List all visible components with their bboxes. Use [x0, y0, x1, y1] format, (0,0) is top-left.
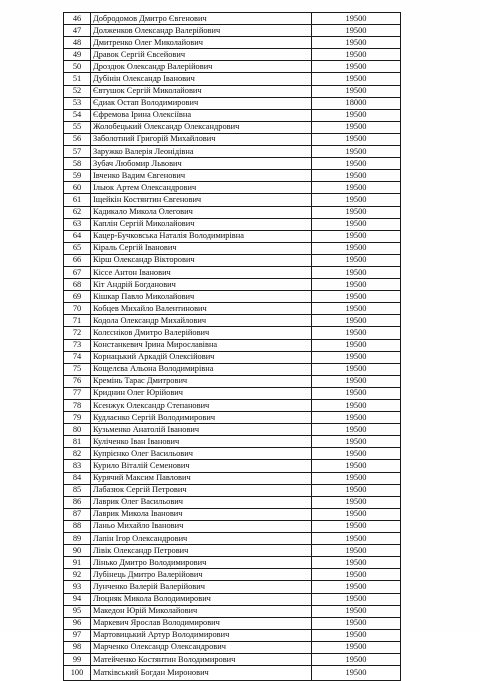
- amount: 19500: [312, 375, 401, 387]
- table-row: [64, 146, 401, 158]
- full-name: Єдиак Остап Володимирович: [91, 97, 312, 109]
- table-row: [64, 218, 401, 230]
- amount: 19500: [312, 182, 401, 194]
- row-number: 98: [64, 641, 91, 653]
- full-name: Заружко Валерія Леонідівна: [91, 146, 312, 158]
- full-name: Кіссе Антон Іванович: [91, 266, 312, 278]
- amount: 19500: [312, 230, 401, 242]
- row-number: 64: [64, 230, 91, 242]
- table-row: [64, 194, 401, 206]
- table-row: [64, 266, 401, 278]
- row-number: 73: [64, 339, 91, 351]
- amount: 19500: [312, 545, 401, 557]
- amount: 19500: [312, 218, 401, 230]
- full-name: Мартовицький Артур Володимирович: [91, 629, 312, 641]
- table-row: [64, 242, 401, 254]
- full-name: Кодола Олександр Михайлович: [91, 315, 312, 327]
- table-row: [64, 569, 401, 581]
- amount: 19500: [312, 605, 401, 617]
- full-name: Івченко Вадим Євгенович: [91, 170, 312, 182]
- full-name: Лубінець Дмитро Валерійович: [91, 569, 312, 581]
- row-number: 74: [64, 351, 91, 363]
- table-row: [64, 254, 401, 266]
- amount: 19500: [312, 436, 401, 448]
- amount: 19500: [312, 133, 401, 145]
- full-name: Кадикало Микола Олегович: [91, 206, 312, 218]
- row-number: 59: [64, 170, 91, 182]
- amount: 19500: [312, 254, 401, 266]
- full-name: Корнацький Аркадій Олексійович: [91, 351, 312, 363]
- amount: 19500: [312, 303, 401, 315]
- row-number: 80: [64, 424, 91, 436]
- full-name: Кірш Олександр Вікторович: [91, 254, 312, 266]
- full-name: Лінько Дмитро Володимирович: [91, 557, 312, 569]
- amount: 19500: [312, 279, 401, 291]
- row-number: 48: [64, 37, 91, 49]
- amount: 19500: [312, 170, 401, 182]
- row-number: 93: [64, 581, 91, 593]
- table-row: [64, 472, 401, 484]
- row-number: 49: [64, 49, 91, 61]
- table-row: [64, 49, 401, 61]
- table-row: [64, 666, 401, 681]
- table-row: [64, 520, 401, 532]
- row-number: 77: [64, 387, 91, 399]
- table-row: [64, 363, 401, 375]
- full-name: Криднин Олег Юрійович: [91, 387, 312, 399]
- amount: 19500: [312, 557, 401, 569]
- row-number: 75: [64, 363, 91, 375]
- row-number: 61: [64, 194, 91, 206]
- row-number: 54: [64, 109, 91, 121]
- full-name: Добродомов Дмитро Євгенович: [91, 13, 312, 25]
- table-row: [64, 339, 401, 351]
- row-number: 72: [64, 327, 91, 339]
- table-row: [64, 436, 401, 448]
- amount: 19500: [312, 448, 401, 460]
- row-number: 90: [64, 545, 91, 557]
- table-row: [64, 617, 401, 629]
- full-name: Лабазюк Сергій Петрович: [91, 484, 312, 496]
- amount: 19500: [312, 266, 401, 278]
- row-number: 55: [64, 121, 91, 133]
- row-number: 79: [64, 412, 91, 424]
- full-name: Маркевич Ярослав Володимирович: [91, 617, 312, 629]
- row-number: 58: [64, 158, 91, 170]
- full-name: Кощелєва Альона Володимирівна: [91, 363, 312, 375]
- full-name: Євтушок Сергій Миколайович: [91, 85, 312, 97]
- table-row: [64, 508, 401, 520]
- row-number: 65: [64, 242, 91, 254]
- table-row: [64, 61, 401, 73]
- table-row: [64, 13, 401, 25]
- full-name: Люцняк Микола Володимирович: [91, 593, 312, 605]
- amount: 19500: [312, 641, 401, 653]
- full-name: Кобцев Михайло Валентинович: [91, 303, 312, 315]
- full-name: Лівік Олександр Петрович: [91, 545, 312, 557]
- amount: 19500: [312, 13, 401, 25]
- amount: 19500: [312, 617, 401, 629]
- table-row: [64, 351, 401, 363]
- row-number: 97: [64, 629, 91, 641]
- table-row: [64, 424, 401, 436]
- full-name: Македон Юрій Миколайович: [91, 605, 312, 617]
- table-row: [64, 496, 401, 508]
- full-name: Ільюк Артем Олександрович: [91, 182, 312, 194]
- row-number: 62: [64, 206, 91, 218]
- table-row: [64, 533, 401, 545]
- row-number: 63: [64, 218, 91, 230]
- table-row: [64, 315, 401, 327]
- full-name: Дмитренко Олег Миколайович: [91, 37, 312, 49]
- table-row: [64, 387, 401, 399]
- full-name: Кіраль Сергій Іванович: [91, 242, 312, 254]
- amount: 19500: [312, 400, 401, 412]
- full-name: Курячий Максим Павлович: [91, 472, 312, 484]
- row-number: 86: [64, 496, 91, 508]
- table-row: [64, 37, 401, 49]
- row-number: 82: [64, 448, 91, 460]
- amount: 18000: [312, 97, 401, 109]
- amount: 19500: [312, 533, 401, 545]
- row-number: 66: [64, 254, 91, 266]
- amount: 19500: [312, 315, 401, 327]
- row-number: 50: [64, 61, 91, 73]
- amount: 19500: [312, 61, 401, 73]
- table-row: [64, 412, 401, 424]
- full-name: Куліченко Іван Іванович: [91, 436, 312, 448]
- amount: 19500: [312, 363, 401, 375]
- full-name: Долженков Олександр Валерійович: [91, 25, 312, 37]
- row-number: 60: [64, 182, 91, 194]
- full-name: Матейченко Костянтин Володимирович: [91, 653, 312, 665]
- row-number: 53: [64, 97, 91, 109]
- table-body: [64, 13, 401, 681]
- row-number: 83: [64, 460, 91, 472]
- amount: 19500: [312, 484, 401, 496]
- amount: 19500: [312, 666, 401, 681]
- row-number: 91: [64, 557, 91, 569]
- full-name: Лапін Ігор Олександрович: [91, 533, 312, 545]
- full-name: Заболотний Григорій Михайлович: [91, 133, 312, 145]
- amount: 19500: [312, 242, 401, 254]
- table-row: [64, 593, 401, 605]
- row-number: 78: [64, 400, 91, 412]
- table-row: [64, 279, 401, 291]
- row-number: 76: [64, 375, 91, 387]
- full-name: Ксенжук Олександр Степанович: [91, 400, 312, 412]
- amount: 19500: [312, 351, 401, 363]
- row-number: 71: [64, 315, 91, 327]
- amount: 19500: [312, 496, 401, 508]
- row-number: 56: [64, 133, 91, 145]
- table-row: [64, 158, 401, 170]
- amount: 19500: [312, 508, 401, 520]
- full-name: Лаврик Микола Іванович: [91, 508, 312, 520]
- row-number: 46: [64, 13, 91, 25]
- amount: 19500: [312, 25, 401, 37]
- table-row: [64, 400, 401, 412]
- full-name: Кузьменко Анатолій Іванович: [91, 424, 312, 436]
- table-row: [64, 641, 401, 653]
- full-name: Єфремова Ірина Олексіївна: [91, 109, 312, 121]
- full-name: Дравок Сергій Євсейович: [91, 49, 312, 61]
- full-name: Кіт Андрій Богданович: [91, 279, 312, 291]
- table-row: [64, 206, 401, 218]
- amount: 19500: [312, 206, 401, 218]
- table-row: [64, 25, 401, 37]
- table-row: [64, 133, 401, 145]
- table-row: [64, 327, 401, 339]
- table-row: [64, 545, 401, 557]
- table-row: [64, 85, 401, 97]
- full-name: Кішкар Павло Миколайович: [91, 291, 312, 303]
- table-row: [64, 109, 401, 121]
- amount: 19500: [312, 37, 401, 49]
- amount: 19500: [312, 73, 401, 85]
- full-name: Дроздюк Олександр Валерійович: [91, 61, 312, 73]
- row-number: 57: [64, 146, 91, 158]
- row-number: 70: [64, 303, 91, 315]
- full-name: Зубач Любомир Львович: [91, 158, 312, 170]
- amount: 19500: [312, 387, 401, 399]
- full-name: Іщейкін Костянтин Євгенович: [91, 194, 312, 206]
- row-number: 88: [64, 520, 91, 532]
- full-name: Марченко Олександр Олександрович: [91, 641, 312, 653]
- amount: 19500: [312, 412, 401, 424]
- amount: 19500: [312, 460, 401, 472]
- row-number: 99: [64, 653, 91, 665]
- amount: 19500: [312, 520, 401, 532]
- table-row: [64, 484, 401, 496]
- amount: 19500: [312, 593, 401, 605]
- amount: 19500: [312, 146, 401, 158]
- full-name: Колєсніков Дмитро Валерійович: [91, 327, 312, 339]
- row-number: 87: [64, 508, 91, 520]
- full-name: Кацер-Бучковська Наталія Володимирівна: [91, 230, 312, 242]
- full-name: Лаврик Олег Васильович: [91, 496, 312, 508]
- table-row: [64, 448, 401, 460]
- full-name: Кремінь Тарас Дмитрович: [91, 375, 312, 387]
- table-row: [64, 170, 401, 182]
- full-name: Каплін Сергій Миколайович: [91, 218, 312, 230]
- row-number: 100: [64, 666, 91, 681]
- amount: 19500: [312, 424, 401, 436]
- row-number: 68: [64, 279, 91, 291]
- amount: 19500: [312, 569, 401, 581]
- row-number: 47: [64, 25, 91, 37]
- row-number: 95: [64, 605, 91, 617]
- row-number: 92: [64, 569, 91, 581]
- amount: 19500: [312, 109, 401, 121]
- full-name: Ланьо Михайло Іванович: [91, 520, 312, 532]
- table-row: [64, 557, 401, 569]
- amount: 19500: [312, 49, 401, 61]
- amount: 19500: [312, 158, 401, 170]
- amount: 19500: [312, 327, 401, 339]
- amount: 19500: [312, 581, 401, 593]
- table-row: [64, 303, 401, 315]
- full-name: Кудлаєнко Сергій Володимирович: [91, 412, 312, 424]
- full-name: Курило Віталій Семенович: [91, 460, 312, 472]
- table-row: [64, 605, 401, 617]
- table-row: [64, 97, 401, 109]
- table-row: [64, 291, 401, 303]
- full-name: Констанкевич Ірина Мирославівна: [91, 339, 312, 351]
- row-number: 69: [64, 291, 91, 303]
- amount: 19500: [312, 121, 401, 133]
- amount: 19500: [312, 653, 401, 665]
- amount: 19500: [312, 194, 401, 206]
- full-name: Лунченко Валерій Валерійович: [91, 581, 312, 593]
- table-row: [64, 375, 401, 387]
- table-row: [64, 460, 401, 472]
- full-name: Дубінін Олександр Іванович: [91, 73, 312, 85]
- table-row: [64, 121, 401, 133]
- table-row: [64, 230, 401, 242]
- row-number: 52: [64, 85, 91, 97]
- row-number: 84: [64, 472, 91, 484]
- amount: 19500: [312, 629, 401, 641]
- amount: 19500: [312, 472, 401, 484]
- row-number: 51: [64, 73, 91, 85]
- row-number: 67: [64, 266, 91, 278]
- full-name: Купрієнко Олег Васильович: [91, 448, 312, 460]
- row-number: 81: [64, 436, 91, 448]
- row-number: 89: [64, 533, 91, 545]
- amount: 19500: [312, 339, 401, 351]
- payments-table: [63, 12, 401, 681]
- amount: 19500: [312, 291, 401, 303]
- row-number: 85: [64, 484, 91, 496]
- table-row: [64, 581, 401, 593]
- full-name: Матківський Богдан Миронович: [91, 666, 312, 681]
- row-number: 94: [64, 593, 91, 605]
- full-name: Жолобецький Олександр Олександрович: [91, 121, 312, 133]
- table-row: [64, 182, 401, 194]
- table-row: [64, 629, 401, 641]
- row-number: 96: [64, 617, 91, 629]
- amount: 19500: [312, 85, 401, 97]
- table-row: [64, 653, 401, 665]
- table-row: [64, 73, 401, 85]
